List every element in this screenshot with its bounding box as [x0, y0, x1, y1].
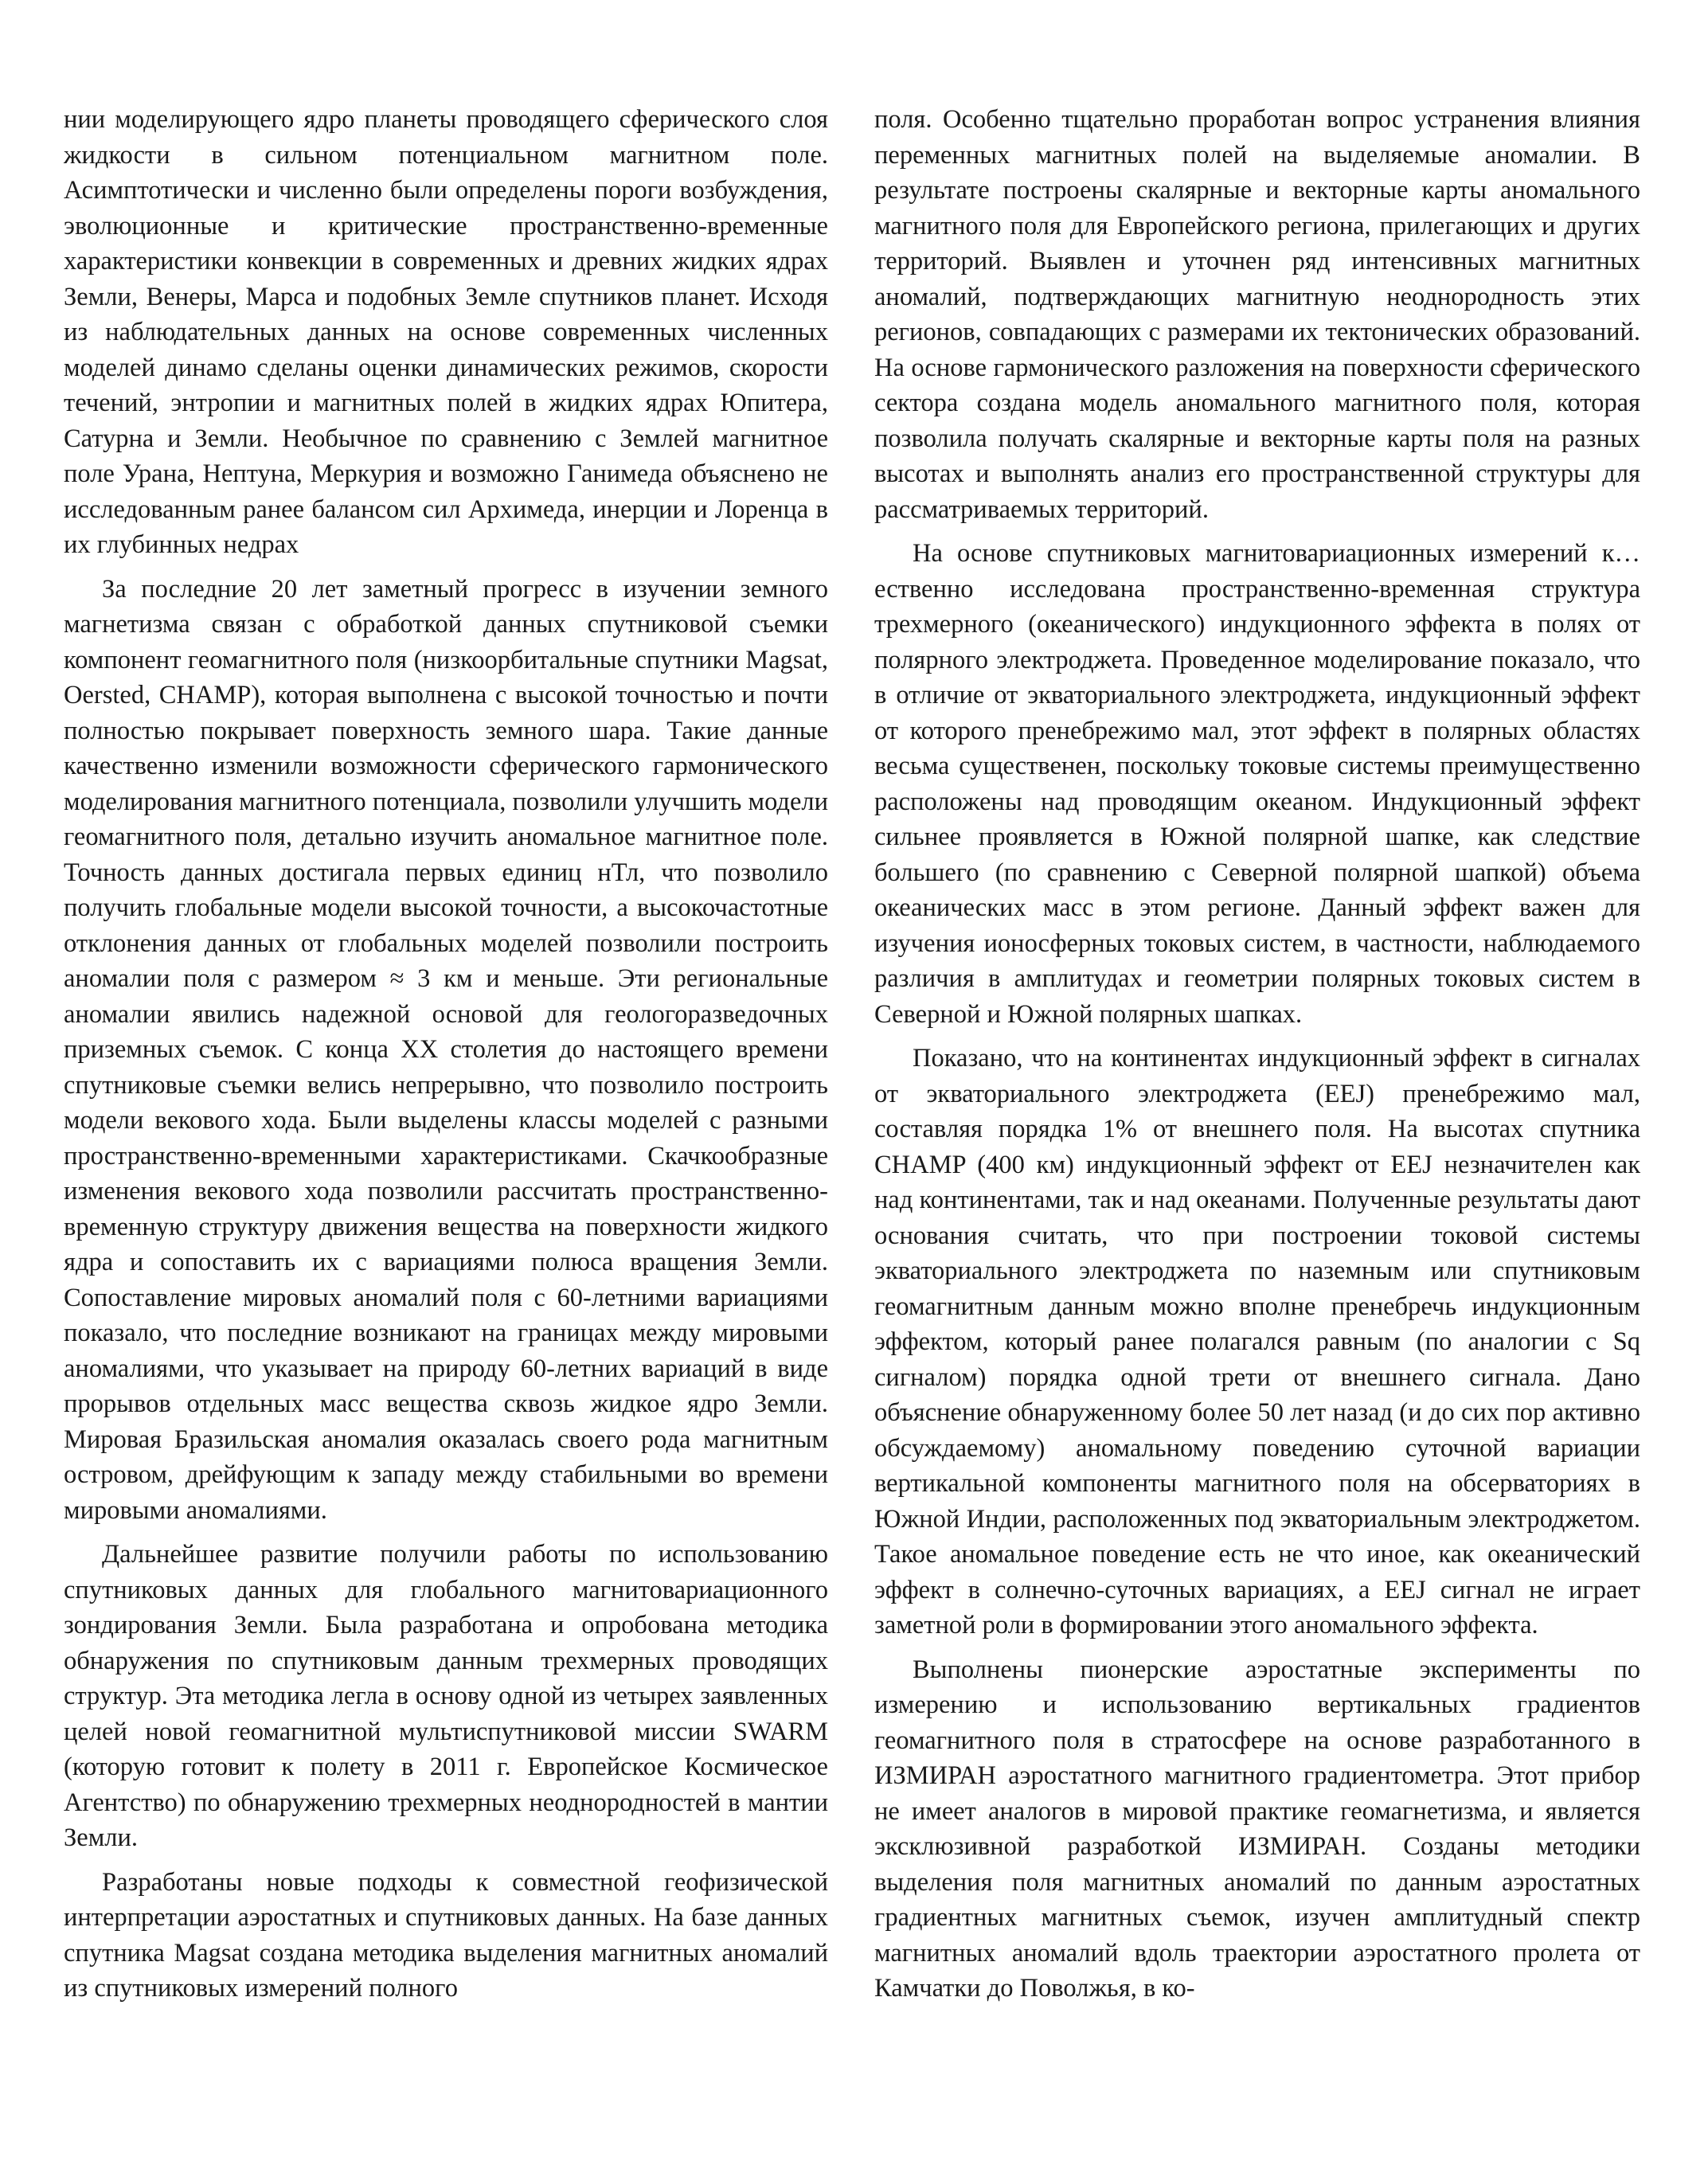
paragraph: Дальнейшее развитие получили работы по использованию спутниковых данных для глобального магнитовариационного зондирования Земли. Была разработана и опробована методика обнаружения по спутниковым данным трехмерных проводящих структур. Эта методика легла в основу одной из четырех заявленных целей новой геомагнитной мультиспутниковой миссии SWARM (которую готовит к полету в 2011 г. Европейское Космическое Агентство) по обнаружению трехмерных неоднородностей в мантии Земли.: [64, 1540, 828, 1852]
right-column: [874, 102, 1640, 2015]
paragraph: На основе спутниковых магнитовариационных измерений к… ественно исследована пространственно-временная структура трехмерного (океанического) индукционного эффекта в полях от полярного электроджета. Проведенное моделирование показало, что в отличие от экваториального электроджета, индукционный эффект от которого пренебрежимо мал, этот эффект в полярных областях весьма существенен, поскольку токовые системы преимущественно расположены над проводящим океаном. Индукционный эффект сильнее проявляется в Южной полярной шапке, как следствие большего (по сравнению с Северной полярной шапкой) объема океанических масс в этом регионе. Данный эффект важен для изучения ионосферных токовых систем, в частности, наблюдаемого различия в амплитудах и геометрии полярных токовых систем в Северной и Южной полярных шапках.: [874, 539, 1640, 1029]
paragraph: нии моделирующего ядро планеты проводящего сферического слоя жидкости в сильном потенциальном магнитном поле. Асимптотически и численно были определены пороги возбуждения, эволюционные и критические пространственно-временные характеристики конвекции в современных и древних жидких ядрах Земли, Венеры, Марса и подобных Земле спутников планет. Исходя из наблюдательных данных на основе современных численных моделей динамо сделаны оценки динамических режимов, скорости течений, энтропии и магнитных полей в жидких ядрах Юпитера, Сатурна и Земли. Необычное по сравнению с Землей магнитное поле Урана, Нептуна, Меркурия и возможно Ганимеда объяснено не исследованным ранее балансом сил Архимеда, инерции и Лоренца в их глубинных недрах: [64, 105, 828, 559]
paragraph: Разработаны новые подходы к совместной геофизической интерпретации аэростатных и спутниковых данных. На базе данных спутника Magsat создана методика выделения магнитных аномалий из спутниковых измерений полного: [64, 1867, 828, 2003]
left-column: [64, 102, 828, 2015]
paragraph: поля. Особенно тщательно проработан вопрос устранения влияния переменных магнитных полей на выделяемые аномалии. В результате построены скалярные и векторные карты аномального магнитного поля для Европейского региона, прилегающих и других территорий. Выявлен и уточнен ряд интенсивных магнитных аномалий, подтверждающих магнитную неоднородность этих регионов, совпадающих с размерами их тектонических образований. На основе гармонического разложения на поверхности сферического сектора создана модель аномального магнитного поля, которая позволила получать скалярные и векторные карты поля на разных высотах и выполнять анализ его пространственной структуры для рассматриваемых территорий.: [874, 105, 1640, 524]
paragraph: Показано, что на континентах индукционный эффект в сигналах от экваториального электроджета (EEJ) пренебрежимо мал, составляя порядка 1% от внешнего поля. На высотах спутника CHAMP (400 км) индукционный эффект от EEJ незначителен как над континентами, так и над океанами. Полученные результаты дают основания считать, что при построении токовой системы экваториального электроджета по наземным или спутниковым геомагнитным данным можно вполне пренебречь индукционным эффектом, который ранее полагался равным (по аналогии с Sq сигналом) порядка одной трети от внешнего сигнала. Дано объяснение обнаруженному более 50 лет назад (и до сих пор активно обсуждаемому) аномальному поведению суточной вариации вертикальной компоненты магнитного поля на обсерваториях в Южной Индии, расположенных под экваториальным электроджетом. Такое аномальное поведение есть не что иное, как океанический эффект в солнечно-суточных вариациях, а EEJ сигнал не играет заметной роли в формировании этого аномального эффекта.: [874, 1044, 1640, 1639]
paragraph: Выполнены пионерские аэростатные эксперименты по измерению и использованию вертикальных градиентов геомагнитного поля в стратосфере на основе разработанного в ИЗМИРАН аэростатного магнитного градиентометра. Этот прибор не имеет аналогов в мировой практике геомагнетизма, и является эксклюзивной разработкой ИЗМИРАН. Созданы методики выделения поля магнитных аномалий по данным аэростатных градиентных магнитных съемок, изучен амплитудный спектр магнитных аномалий вдоль траектории аэростатного пролета от Камчатки до Поволжья, в ко-: [874, 1655, 1640, 2003]
paragraph: За последние 20 лет заметный прогресс в изучении земного магнетизма связан с обработкой данных спутниковой съемки компонент геомагнитного поля (низкоорбитальные спутники Magsat, Oersted, CHAMP), которая выполнена с высокой точностью и почти полностью покрывает поверхность земного шара. Такие данные качественно изменили возможности сферического гармонического моделирования магнитного потенциала, позволили улучшить модели геомагнитного поля, детально изучить аномальное магнитное поле. Точность данных достигала первых единиц нТл, что позволило получить глобальные модели высокой точности, а высокочастотные отклонения данных от глобальных моделей позволили построить аномалии поля с размером ≈ 3 км и меньше. Эти региональные аномалии явились надежной основой для геологоразведочных приземных съемок. С конца XX столетия до настоящего времени спутниковые съемки велись непрерывно, что позволило построить модели векового хода. Были выделены классы моделей с разными пространственно-временными характеристиками. Скачкообразные изменения векового хода позволили рассчитать пространственно-временную структуру движения вещества на поверхности жидкого ядра и сопоставить их с вариациями полюса вращения Земли. Сопоставление мировых аномалий поля с 60-летними вариациями показало, что последние возникают на границах между мировыми аномалиями, что указывает на природу 60-летних вариаций в виде прорывов отдельных масс вещества сквозь жидкое ядро Земли. Мировая Бразильская аномалия оказалась своего рода магнитным островом, дрейфующим к западу между стабильными во времени мировыми аномалиями.: [64, 574, 828, 1525]
